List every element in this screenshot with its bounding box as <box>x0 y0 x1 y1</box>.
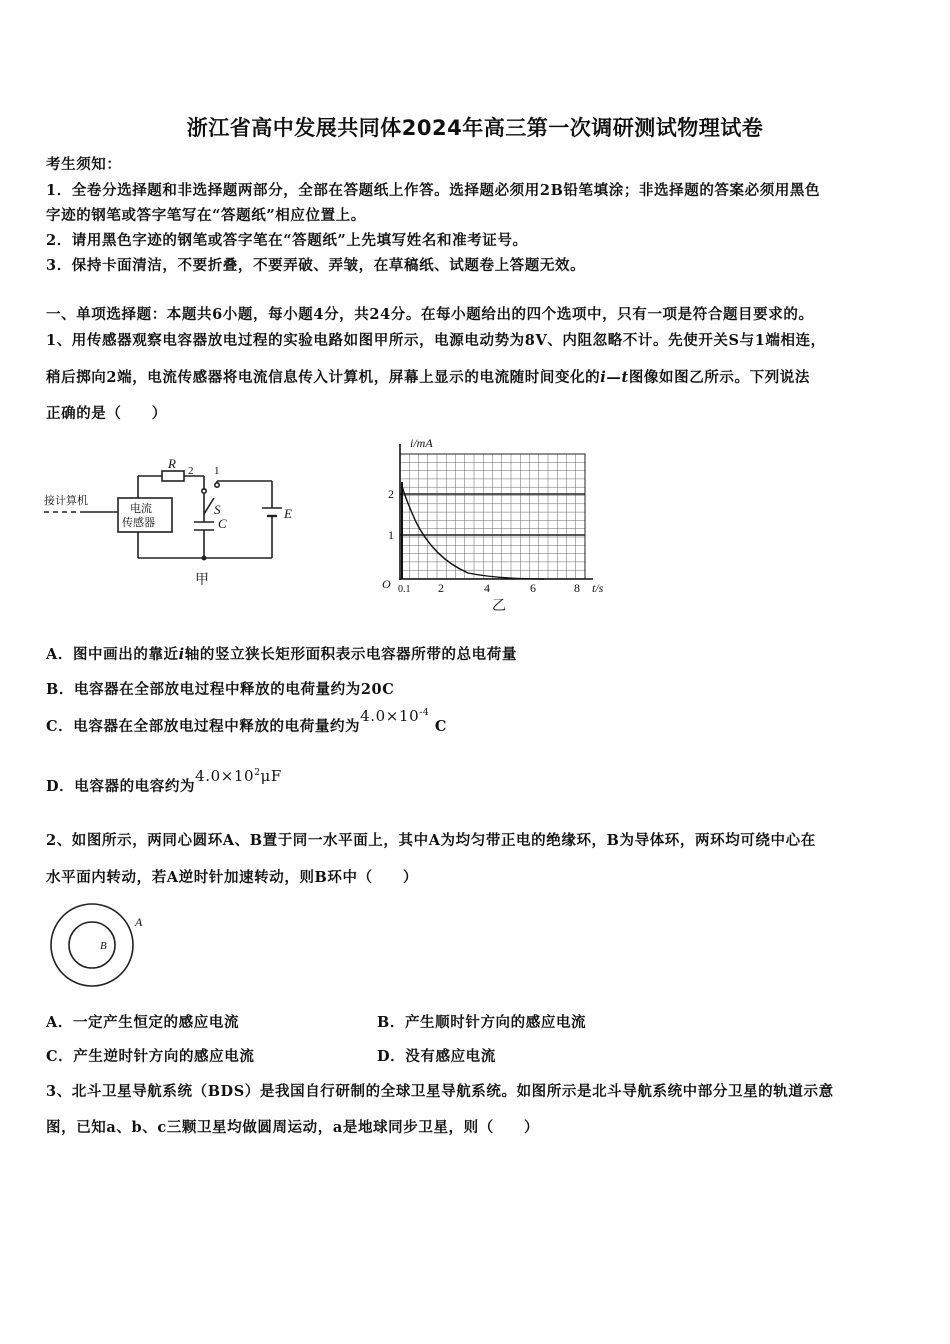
x-axis-label: t/s <box>592 581 604 595</box>
ring-B <box>69 922 115 968</box>
origin-label: O <box>382 577 391 591</box>
q1-stem-line: 稍后掷向2端，电流传感器将电流信息传入计算机，屏幕上显示的电流随时间变化的i—t图像如图乙所示。下列说法 <box>46 369 811 386</box>
notice-item: 2．请用黑色字迹的钢笔或答字笔在“答题纸”上先填写姓名和准考证号。 <box>46 232 528 249</box>
notice-item: 1．全卷分选择题和非选择题两部分，全部在答题纸上作答。选择题必须用2B铅笔填涂；非选择题的答案必须用黑色 <box>46 182 821 199</box>
x-tick: 8 <box>574 581 580 595</box>
page-title: 浙江省高中发展共同体2024年高三第一次调研测试物理试卷 <box>186 116 764 140</box>
x-tick: 4 <box>484 581 490 595</box>
figure-caption: 乙 <box>492 599 506 614</box>
ring-A <box>51 904 133 986</box>
ring-A-label: A <box>135 915 143 929</box>
notice-heading: 考生须知： <box>46 156 122 173</box>
q2-option-b[interactable]: B．产生顺时针方向的感应电流 <box>377 1014 587 1031</box>
y-tick: 2 <box>388 487 394 501</box>
it-graph-figure <box>378 430 628 615</box>
notice-item: 字迹的钢笔或答字笔写在“答题纸”相应位置上。 <box>46 207 366 224</box>
q1-option-a[interactable]: A．图中画出的靠近i轴的竖立狭长矩形面积表示电容器所带的总电荷量 <box>46 646 517 663</box>
q1-stem-line: 1、用传感器观察电容器放电过程的实验电路如图甲所示，电源电动势为8V、内阻忽略不计。先使开关S与1端相连， <box>46 332 826 349</box>
y-axis-label: i/mA <box>410 436 433 450</box>
q1-option-b[interactable]: B．电容器在全部放电过程中释放的电荷量约为20C <box>46 681 395 698</box>
switch-S <box>204 498 214 514</box>
q3-stem-line: 图，已知a、b、c三颗卫星均做圆周运动，a是地球同步卫星，则（ ） <box>46 1119 540 1136</box>
figure-caption: 甲 <box>195 573 209 588</box>
q1-option-c[interactable]: C．电容器在全部放电过程中释放的电荷量约为$4.0\times 10^{-4}$ C <box>46 707 448 735</box>
q2-option-a[interactable]: A．一定产生恒定的感应电流 <box>46 1014 240 1031</box>
q2-stem-line: 水平面内转动，若A逆时针加速转动，则B环中（ ） <box>46 869 419 886</box>
q1-option-d[interactable]: D．电容器的电容约为$4.0\times 10^2\mu F$ <box>46 767 282 795</box>
label-R: R <box>168 456 176 471</box>
decay-curve <box>402 486 544 579</box>
y-tick: 1 <box>388 528 394 542</box>
resistor-R <box>162 471 184 481</box>
to-computer-label: 接计算机 <box>44 495 88 507</box>
circuit-figure <box>40 450 310 590</box>
rings-figure <box>44 900 154 992</box>
label-S: S <box>214 502 221 517</box>
q2-option-d[interactable]: D．没有感应电流 <box>377 1048 496 1065</box>
x-tick: 6 <box>530 581 536 595</box>
label-C: C <box>218 516 227 531</box>
q2-option-c[interactable]: C．产生逆时针方向的感应电流 <box>46 1048 255 1065</box>
section-heading: 一、单项选择题：本题共6小题，每小题4分，共24分。在每小题给出的四个选项中，只有一项是符合题目要求的。 <box>46 306 814 323</box>
x-tick: 0.1 <box>398 584 411 595</box>
label-E: E <box>284 506 292 521</box>
sensor-label: 传感器 <box>122 517 155 529</box>
x-tick: 2 <box>438 581 444 595</box>
terminal-1: 1 <box>214 465 220 477</box>
ring-B-label: B <box>100 940 107 952</box>
q2-stem-line: 2、如图所示，两同心圆环A、B置于同一水平面上，其中A为均匀带正电的绝缘环，B为导体环，两环均可绕中心在 <box>46 832 816 849</box>
notice-item: 3．保持卡面清洁，不要折叠，不要弄破、弄皱，在草稿纸、试题卷上答题无效。 <box>46 257 586 274</box>
sensor-label: 电流 <box>130 503 152 515</box>
q3-stem-line: 3、北斗卫星导航系统（BDS）是我国自行研制的全球卫星导航系统。如图所示是北斗导航系统中部分卫星的轨道示意 <box>46 1083 834 1100</box>
i-t-symbol: i—t <box>600 369 629 386</box>
q1-stem-line: 正确的是（ ） <box>46 405 167 422</box>
terminal-2: 2 <box>188 465 194 477</box>
